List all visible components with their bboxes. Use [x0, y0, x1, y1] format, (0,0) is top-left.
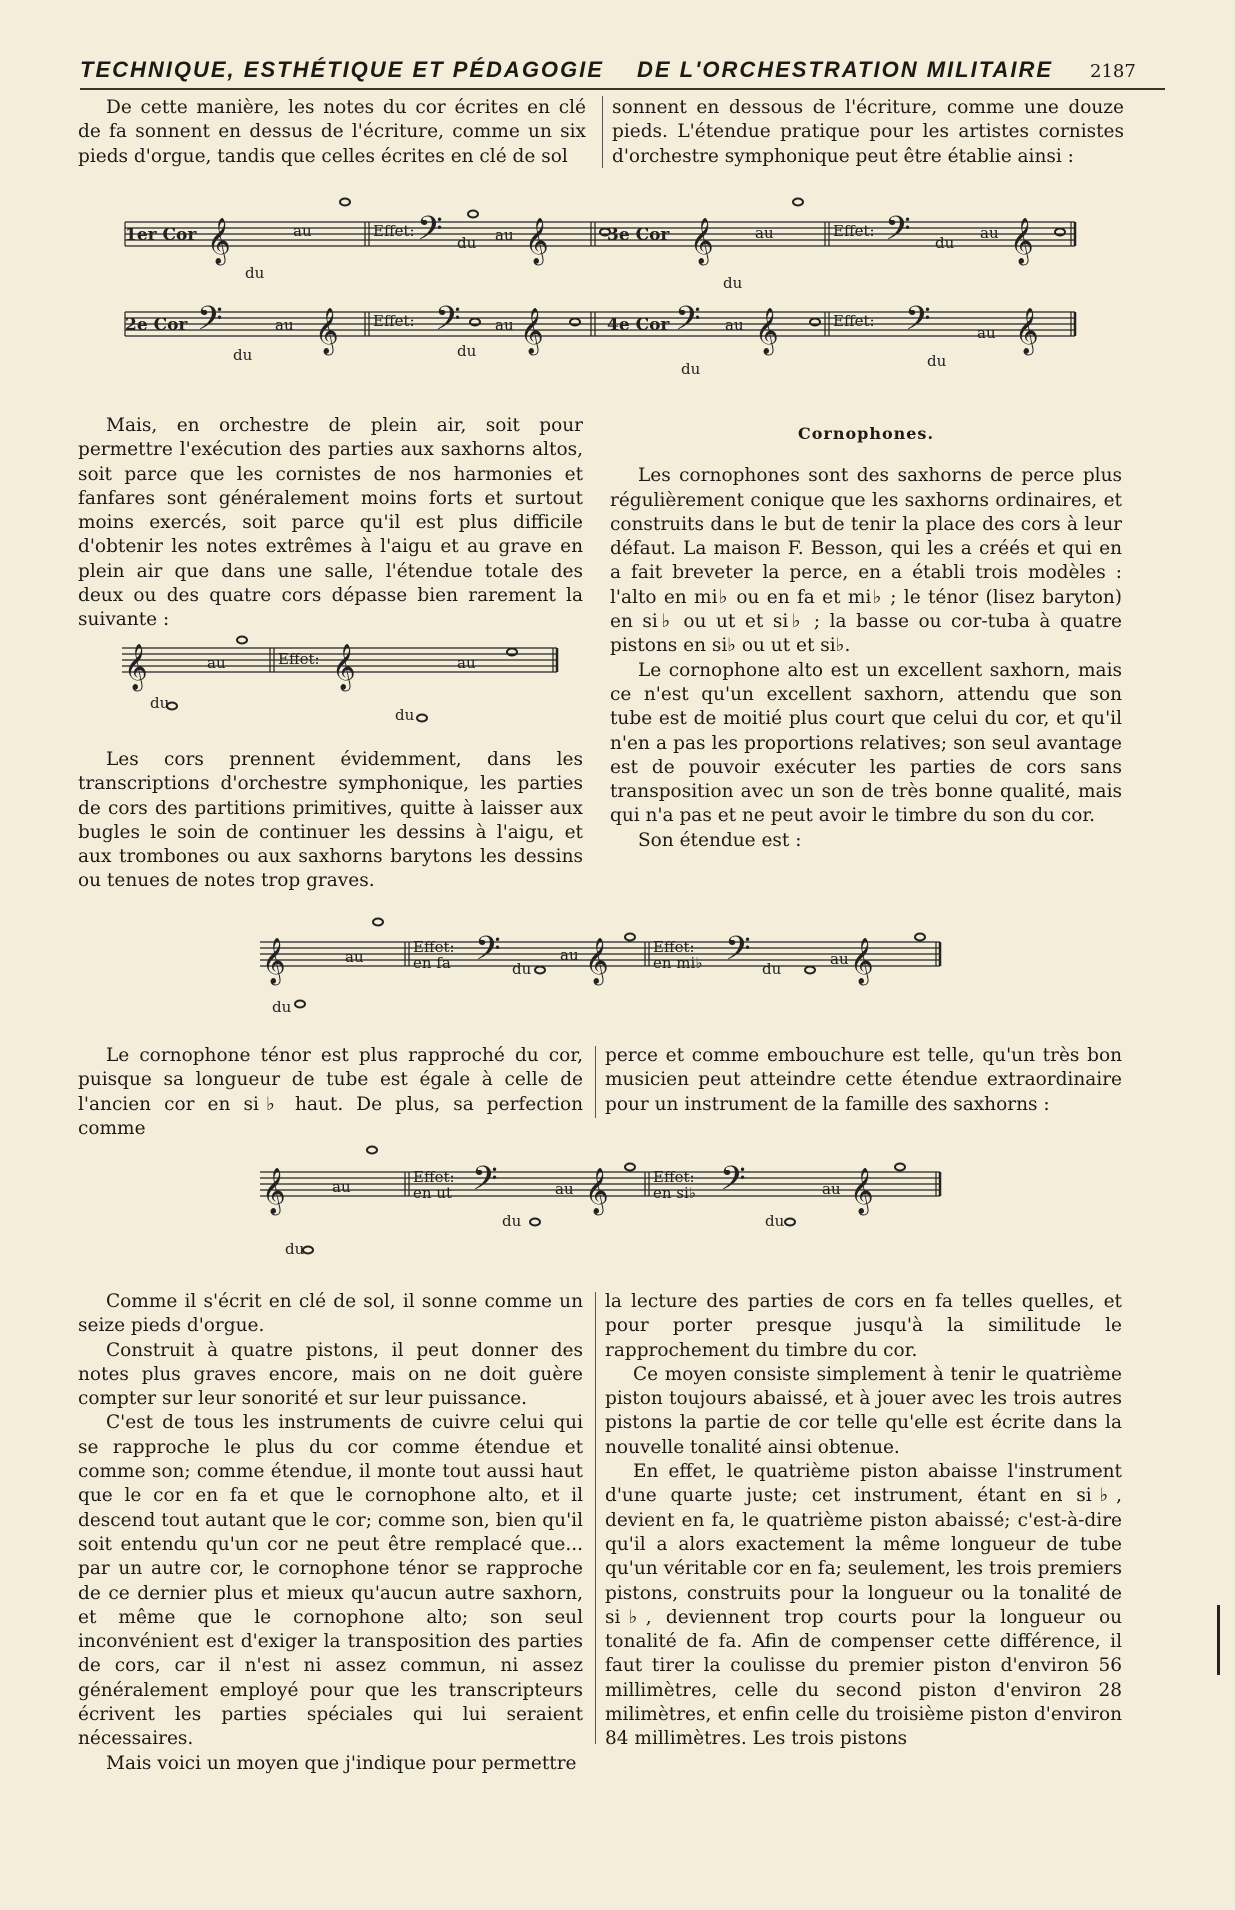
staff-label: 1er Cor	[125, 225, 197, 245]
music-example-4	[250, 1140, 950, 1265]
du-label: du	[723, 274, 743, 292]
au-label: au	[457, 654, 476, 672]
svg-text:𝄢: 𝄢	[905, 300, 931, 346]
header-rule	[80, 88, 1165, 90]
header-left: TECHNIQUE, ESTHÉTIQUE ET PÉDAGOGIE	[80, 57, 604, 82]
paragraph: Les cornophones sont des saxhorns de perce plus régulièrement conique que les saxhorns ordinaires, et construits dans le but de tenir la place des cors à leur défaut. La maison F. Besson, qui les a créés et qui en a fait breveter la perce, en a établi trois modèles : l'alto en mi♭ ou en fa et mi♭ ; le ténor (lisez baryton) en si♭ ou ut et si♭ ; la basse ou cor-tuba à quatre pistons en si♭ ou ut et si♭.	[610, 465, 1122, 657]
paragraph: De cette manière, les notes du cor écrites en clé de fa sonnent en dessus de l'écriture, comme un six pieds d'orgue, tandis que celles écrites en clé de sol	[78, 97, 586, 167]
svg-text:𝄞: 𝄞	[262, 938, 286, 984]
paragraph: C'est de tous les instruments de cuivre celui qui se rapproche le plus du cor comme étendue et comme son; comme étendue, il monte tout aussi haut que le cor en fa et que le cornophone alto, et il descend tout autant que le cor; comme son, bien qu'il soit entendu qu'un cor ne peut être remplacé que... par un autre cor, le cornophone ténor se rapproche de ce dernier plus et mieux qu'aucun autre saxhorn, et même que le cornophone alto; son seul inconvénient est d'exiger la transposition des parties de cors, car il n'est ni assez commun, ni assez généralement employé pour que les transcripteurs écrivent les parties spéciales qui lui seraient nécessaires.	[78, 1412, 583, 1750]
svg-text:𝄢: 𝄢	[472, 1160, 498, 1206]
svg-text:𝄢: 𝄢	[725, 930, 751, 976]
svg-text:𝄞: 𝄞	[124, 644, 148, 690]
svg-text:𝄞: 𝄞	[207, 218, 231, 264]
paragraph: Son étendue est :	[638, 829, 802, 851]
au-label: au	[725, 316, 744, 334]
svg-text:𝄢: 𝄢	[417, 210, 443, 256]
margin-mark	[1217, 1605, 1220, 1675]
header-right: DE L'ORCHESTRATION MILITAIRE	[637, 57, 1054, 82]
svg-text:𝄢: 𝄢	[675, 300, 701, 346]
au-label: au	[207, 654, 226, 672]
paragraph: En effet, le quatrième piston abaisse l'instrument d'une quarte juste; cet instrument, étant en si♭, devient en fa, le quatrième piston abaissé; c'est-à-dire qu'il a alors exactement la même longueur de tube qu'un véritable cor en fa; seulement, les trois premiers pistons, construits pour la longueur ou la tonalité de si♭, deviennent trop courts pour la longueur ou tonalité de fa. Afin de compenser cette différence, il faut tirer la coulisse du premier piston d'environ 56 millimètres, celle du second piston d'environ 28 milimètres, et enfin celle du troisième piston d'environ 84 millimètres. Les trois pistons	[605, 1461, 1122, 1750]
paragraph: Construit à quatre pistons, il peut donner des notes plus graves encore, mais on ne doit guère compter sur leur sonorité et sur leur puissance.	[78, 1339, 583, 1410]
svg-text:𝄞: 𝄞	[525, 218, 549, 264]
staff-label: 3e Cor	[607, 225, 670, 245]
staff-label: 4e Cor	[607, 315, 670, 335]
du-label: du	[927, 352, 947, 370]
music-example-3	[250, 912, 950, 1022]
au-label: au	[293, 222, 312, 240]
svg-text:𝄢: 𝄢	[197, 300, 223, 346]
block3-left	[78, 748, 583, 894]
svg-text:𝄞: 𝄞	[315, 308, 339, 354]
du-label: du	[681, 360, 701, 378]
paragraph: sonnent en dessous de l'écriture, comme une douze pieds. L'étendue pratique pour les artistes cornistes d'orchestre symphonique peut être établie ainsi :	[612, 97, 1124, 167]
du-label: du	[233, 346, 253, 364]
du-label: du	[285, 1240, 305, 1258]
du-label: du	[765, 1212, 785, 1230]
du-label: du	[457, 342, 477, 360]
paragraph: perce et comme embouchure est telle, qu'un très bon musicien peut atteindre cette étendue extraordinaire pour un instrument de la famille des saxhorns :	[605, 1045, 1122, 1115]
en-label: en si♭	[653, 1184, 696, 1202]
svg-text:𝄞: 𝄞	[262, 1168, 286, 1214]
column-divider	[595, 1046, 596, 1118]
au-label: au	[830, 950, 849, 968]
au-label: au	[345, 948, 364, 966]
block1-right	[612, 96, 1124, 169]
effet-label: Effet:	[413, 938, 455, 956]
column-divider	[602, 96, 603, 168]
svg-text:𝄞: 𝄞	[850, 1168, 874, 1214]
au-label: au	[332, 1178, 351, 1196]
svg-text:𝄞: 𝄞	[1015, 308, 1039, 354]
du-label: du	[150, 694, 170, 712]
au-label: au	[755, 224, 774, 242]
svg-text:𝄞: 𝄞	[332, 644, 356, 690]
section-title: Cornophones.	[797, 424, 935, 443]
en-label: en mi♭	[653, 954, 703, 972]
du-label: du	[512, 960, 532, 978]
au-label: au	[977, 324, 996, 342]
music-example-1	[115, 188, 1085, 383]
du-label: du	[762, 960, 782, 978]
du-label: du	[395, 706, 415, 724]
du-label: du	[502, 1212, 522, 1230]
svg-text:𝄞: 𝄞	[585, 938, 609, 984]
svg-text:𝄞: 𝄞	[690, 218, 714, 264]
au-label: au	[275, 316, 294, 334]
du-label: du	[457, 234, 477, 252]
svg-text:𝄢: 𝄢	[435, 300, 461, 346]
du-label: du	[272, 998, 292, 1016]
du-label: du	[935, 234, 955, 252]
svg-text:𝄢: 𝄢	[720, 1160, 746, 1206]
svg-text:𝄢: 𝄢	[885, 210, 911, 256]
au-label: au	[495, 226, 514, 244]
effet-label: Effet:	[653, 938, 695, 956]
au-label: au	[560, 946, 579, 964]
svg-text:𝄞: 𝄞	[850, 938, 874, 984]
page-number: 2187	[1090, 61, 1136, 82]
svg-text:𝄞: 𝄞	[1010, 218, 1034, 264]
column-divider	[595, 1292, 596, 1744]
block2-left	[78, 414, 583, 633]
effet-label: Effet:	[833, 312, 875, 330]
paragraph: Comme il s'écrit en clé de sol, il sonne comme un seize pieds d'orgue.	[78, 1291, 583, 1337]
paragraph: Ce moyen consiste simplement à tenir le quatrième piston toujours abaissé, et à jouer avec les trois autres pistons la partie de cor telle qu'elle est écrite dans la nouvelle tonalité ainsi obtenue.	[605, 1363, 1122, 1458]
svg-text:𝄢: 𝄢	[475, 930, 501, 976]
svg-text:𝄞: 𝄞	[585, 1168, 609, 1214]
staff-label: 2e Cor	[125, 315, 188, 335]
effet-label: Effet:	[278, 650, 320, 668]
paragraph: Le cornophone alto est un excellent saxhorn, mais ce n'est qu'un excellent saxhorn, attendu que son tube est de moitié plus court que celui du cor, et qu'il n'en a pas les proportions relatives; son seul avantage est de pouvoir exécuter les parties de cors sans transposition avec un son de très bonne qualité, mais qui n'a pas et ne peut avoir le timbre du son du cor.	[610, 659, 1122, 827]
paragraph: la lecture des parties de cors en fa telles quelles, et pour porter presque jusqu'à la similitude le rapprochement du timbre du cor.	[605, 1291, 1122, 1361]
effet-label: Effet:	[373, 312, 415, 330]
paragraph: Le cornophone ténor est plus rapproché du cor, puisque sa longueur de tube est égale à celle de l'ancien cor en si♭ haut. De plus, sa perfection comme	[78, 1045, 583, 1139]
en-label: en fa	[413, 954, 451, 972]
au-label: au	[980, 224, 999, 242]
effet-label: Effet:	[373, 222, 415, 240]
au-label: au	[495, 316, 514, 334]
block1-left	[78, 96, 586, 169]
block4-right	[605, 1044, 1122, 1117]
paragraph: Les cors prennent évidemment, dans les transcriptions d'orchestre symphonique, les parties de cors des partitions primitives, quitte à laisser aux bugles le soin de continuer les dessins à l'aigu, et aux trombones ou aux saxhorns barytons les dessins ou tenues de notes trop graves.	[78, 749, 583, 892]
paragraph: Mais, en orchestre de plein air, soit pour permettre l'exécution des parties aux saxhorns altos, soit parce que les cornistes de nos harmonies et fanfares sont généralement moins forts et surtout moins exercés, soit parce qu'il est plus difficile d'obtenir les notes extrêmes à l'aigu et au grave en plein air que dans une salle, l'étendue totale des deux ou des quatre cors dépasse bien rarement la suivante :	[78, 415, 583, 631]
effet-label: Effet:	[413, 1168, 455, 1186]
block5-left	[78, 1290, 583, 1776]
svg-text:𝄞: 𝄞	[520, 308, 544, 354]
au-label: au	[555, 1180, 574, 1198]
effet-label: Effet:	[833, 222, 875, 240]
block4-left	[78, 1044, 583, 1141]
svg-text:𝄞: 𝄞	[755, 308, 779, 354]
du-label: du	[245, 264, 265, 282]
au-label: au	[822, 1180, 841, 1198]
music-example-2	[112, 620, 567, 730]
paragraph: Mais voici un moyen que j'indique pour permettre	[106, 1752, 577, 1774]
block2-right	[610, 414, 1122, 853]
en-label: en ut	[413, 1184, 452, 1202]
block5-right	[605, 1290, 1122, 1752]
effet-label: Effet:	[653, 1168, 695, 1186]
